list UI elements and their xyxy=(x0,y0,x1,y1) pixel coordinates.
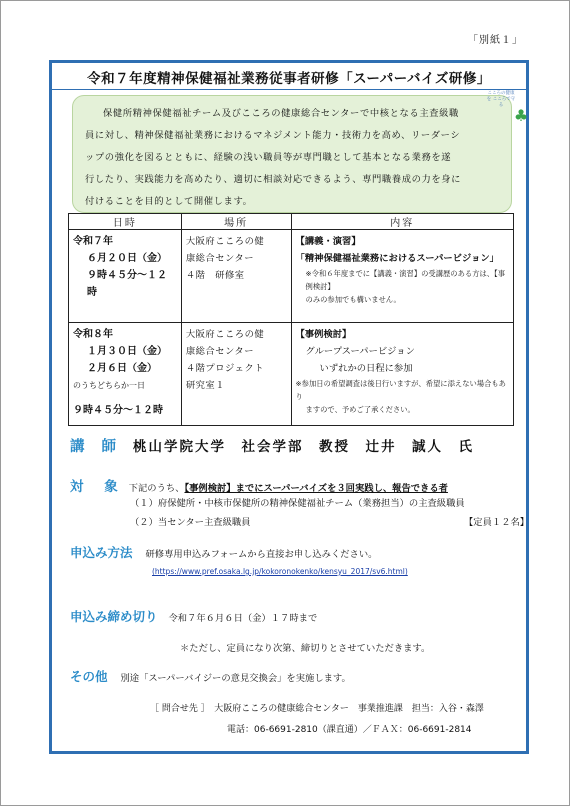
contact-line: ［ 問合せ先 ］ 大阪府こころの健康総合センター 事業推進課 担当：入谷・森澤 xyxy=(150,704,484,714)
cell-content: 【講義・演習】 「精神保健福祉業務におけるスーパービジョン」 ※令和６年度までに【講義・演習】の受講歴のある方は、【事例検討】 のみの参加でも構いません。 xyxy=(291,230,513,323)
deadline-text: 令和７年６月６日（金）１７時まで xyxy=(168,613,318,624)
other-section xyxy=(70,667,351,685)
schedule-table xyxy=(68,213,514,426)
header-datetime: 日時 xyxy=(69,214,182,230)
application-label: 申込み方法 xyxy=(70,545,133,560)
lecturer-section xyxy=(70,435,474,456)
cell-datetime: 令和８年 １月３０日（金） ２月６日（金） のうちどちらか一日 ９時４５分～１２時 xyxy=(69,323,182,426)
target-label: 対 象 xyxy=(70,479,126,495)
target-item: （２）当センター主査級職員 xyxy=(130,517,251,528)
intro-line: 員に対し、精神保健福祉業務におけるマネジメント能力・技術力を高め、リーダーシ xyxy=(85,130,461,141)
content-note: ※令和６年度までに【講義・演習】の受講歴のある方は、【事例検討】 xyxy=(305,269,506,291)
other-label: その他 xyxy=(70,669,108,684)
logo-text: こころの健康を こころで守る xyxy=(486,91,516,108)
target-lead: 下記のうち、 xyxy=(128,483,185,494)
intro-line: 付けることを目的として開催します。 xyxy=(85,196,253,207)
intro-line: ップの強化を図るとともに、経験の浅い職員等が専門職として基本となる業務を遂 xyxy=(85,152,452,163)
other-text: 別途「スーパーバイジーの意見交換会」を実施します。 xyxy=(120,673,351,684)
application-text: 研修専用申込みフォームから直接お申し込みください。 xyxy=(145,549,378,560)
center-logo xyxy=(486,91,530,131)
table-header-row xyxy=(69,214,514,230)
target-requirement: 【事例検討】までにスーパーバイズを３回実践し、報告できる者 xyxy=(184,483,448,494)
title-divider xyxy=(52,89,526,90)
content-note: のみの参加でも構いません。 xyxy=(305,295,401,304)
target-item: （１）府保健所・中核市保健所の精神保健福祉チーム（業務担当）の主査級職員 xyxy=(130,498,465,509)
table-row xyxy=(69,323,514,426)
intro-line: 保健所精神保健福祉チーム及びこころの健康総合センターで中核となる主査級職 xyxy=(103,108,459,119)
target-section xyxy=(70,475,448,495)
deadline-label: 申込み締め切り xyxy=(70,609,158,624)
intro-box xyxy=(72,95,512,213)
content-note: ※参加日の希望調査は後日行いますが、希望に添えない場合もあり xyxy=(295,379,506,401)
cell-content: 【事例検討】 グループスーパービジョン いずれかの日程に参加 ※参加日の希望調査は後日行いますが、希望に添えない場合もあり ますので、予めご了承ください。 xyxy=(291,323,513,426)
content-tag: 【事例検討】 xyxy=(295,329,352,340)
intro-line: 行したり、実践能力を高めたり、適切に相談対応できるよう、専門職養成の力を身に xyxy=(85,174,462,185)
contact-phone: 電話：06-6691-2810（課直通）／ＦＡＸ：06-6691-2814 xyxy=(227,725,472,735)
cell-venue: 大阪府こころの健 康総合センター ４階 研修室 xyxy=(181,230,291,323)
lecturer-label: 講 師 xyxy=(70,439,123,455)
document-title: 令和７年度精神保健福祉業務従事者研修「スーパーバイズ研修」 xyxy=(87,71,491,87)
clover-icon: ♣ xyxy=(513,106,529,125)
cell-venue: 大阪府こころの健 康総合センター ４階プロジェクト 研究室１ xyxy=(181,323,291,426)
table-row xyxy=(69,230,514,323)
content-note: ますので、予めご了承ください。 xyxy=(305,405,415,414)
content-tag: 【講義・演習】 xyxy=(295,236,361,247)
cell-datetime: 令和７年 ６月２０日（金） ９時４５分～１２時 xyxy=(69,230,182,323)
application-section xyxy=(70,543,377,561)
annex-label: 「別紙１」 xyxy=(468,35,523,46)
application-url-link[interactable]: (https://www.pref.osaka.lg.jp/kokoronokenko/kensyu_2017/sv6.html) xyxy=(152,567,408,576)
deadline-note: ＊ただし、定員になり次第、締切りとさせていただきます。 xyxy=(180,643,431,654)
lecturer-name: 桃山学院大学 社会学部 教授 辻井 誠人 氏 xyxy=(133,439,475,455)
deadline-section xyxy=(70,607,317,625)
application-url[interactable] xyxy=(152,566,408,577)
header-content: 内容 xyxy=(291,214,513,230)
header-venue: 場所 xyxy=(181,214,291,230)
capacity-label: 【定員１２名】 xyxy=(464,517,530,528)
document-frame xyxy=(49,60,529,754)
